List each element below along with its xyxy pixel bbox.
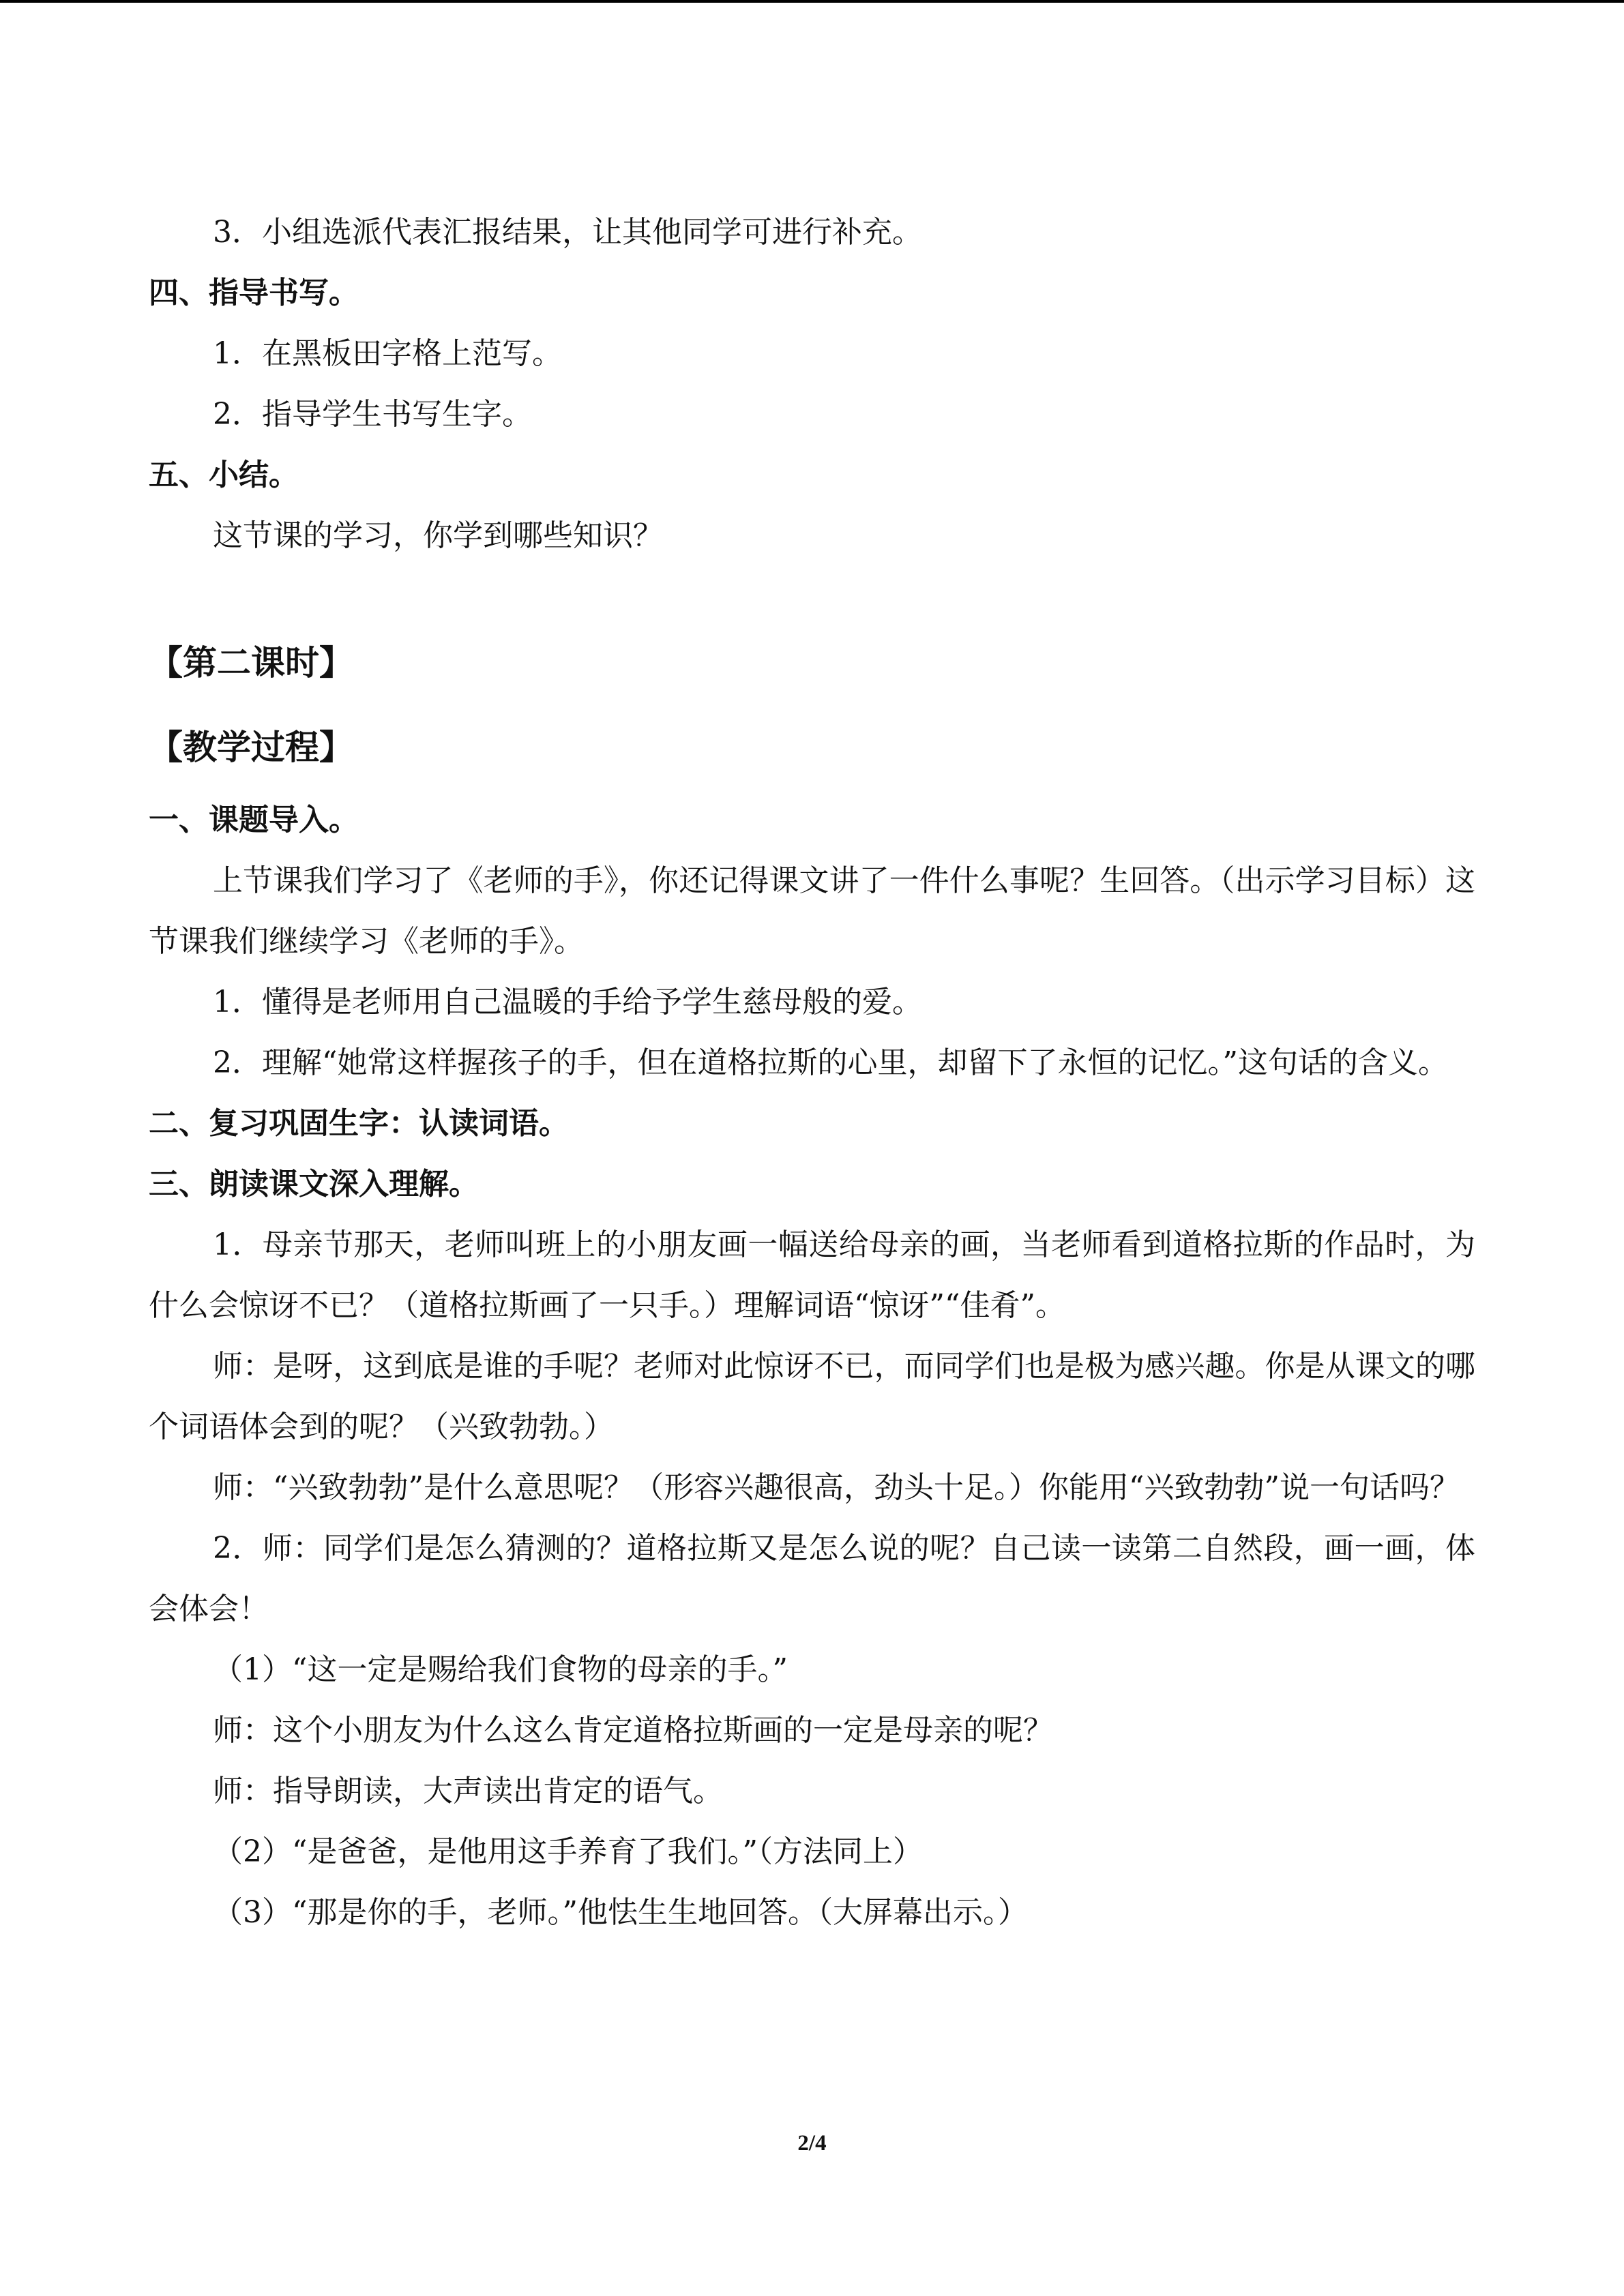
process-title: 【教学过程】 [149,728,353,767]
paragraph: 师：指导朗读，大声读出肯定的语气。 [213,1774,723,1808]
section-heading: 四、指导书写。 [149,275,359,310]
list-item: 2．师：同学们是怎么猜测的？道格拉斯又是怎么说的呢？自己读一读第二自然段，画一画，体会体会！ [149,1531,1475,1626]
paragraph: 上节课我们学习了《老师的手》，你还记得课文讲了一件什么事呢？生回答。（出示学习目标）这节课我们继续学习《老师的手》。 [149,863,1475,959]
document-body [149,202,1475,1943]
list-item: 1．懂得是老师用自己温暖的手给予学生慈母般的爱。 [213,985,922,1019]
quote-item: （2）“是爸爸，是他用这手养育了我们。”（方法同上） [213,1834,923,1869]
page-number: 2/4 [797,2131,827,2156]
section-heading: 二、复习巩固生字：认读词语。 [149,1106,569,1141]
page-top-border [0,0,1624,3]
lesson-title: 【第二课时】 [149,643,353,683]
paragraph: 师：这个小朋友为什么这么肯定道格拉斯画的一定是母亲的呢？ [213,1713,1053,1748]
quote-item: （3）“那是你的手，老师。”他怯生生地回答。（大屏幕出示。） [213,1895,1028,1930]
list-item: 1．在黑板田字格上范写。 [213,336,562,371]
section-heading: 五、小结。 [149,458,299,492]
paragraph: 师：“兴致勃勃”是什么意思呢？（形容兴趣很高，劲头十足。）你能用“兴致勃勃”说一句话吗？ [213,1470,1460,1505]
section-heading: 一、课题导入。 [149,803,359,837]
spacer [149,566,1475,621]
quote-item: （1）“这一定是赐给我们食物的母亲的手。” [213,1652,788,1687]
list-item: 1．母亲节那天，老师叫班上的小朋友画一幅送给母亲的画，当老师看到道格拉斯的作品时，为什么会惊讶不已？（道格拉斯画了一只手。）理解词语“惊讶”“佳肴”。 [149,1227,1475,1323]
list-item: 3．小组选派代表汇报结果，让其他同学可进行补充。 [213,215,922,250]
list-item: 2．指导学生书写生字。 [213,397,532,432]
paragraph: 师：是呀，这到底是谁的手呢？老师对此惊讶不已，而同学们也是极为感兴趣。你是从课文的哪个词语体会到的呢？（兴致勃勃。） [149,1349,1475,1444]
list-item: 2．理解“她常这样握孩子的手，但在道格拉斯的心里，却留下了永恒的记忆。”这句话的含义。 [213,1045,1448,1080]
section-heading: 三、朗读课文深入理解。 [149,1167,479,1202]
paragraph: 这节课的学习，你学到哪些知识？ [213,518,663,553]
